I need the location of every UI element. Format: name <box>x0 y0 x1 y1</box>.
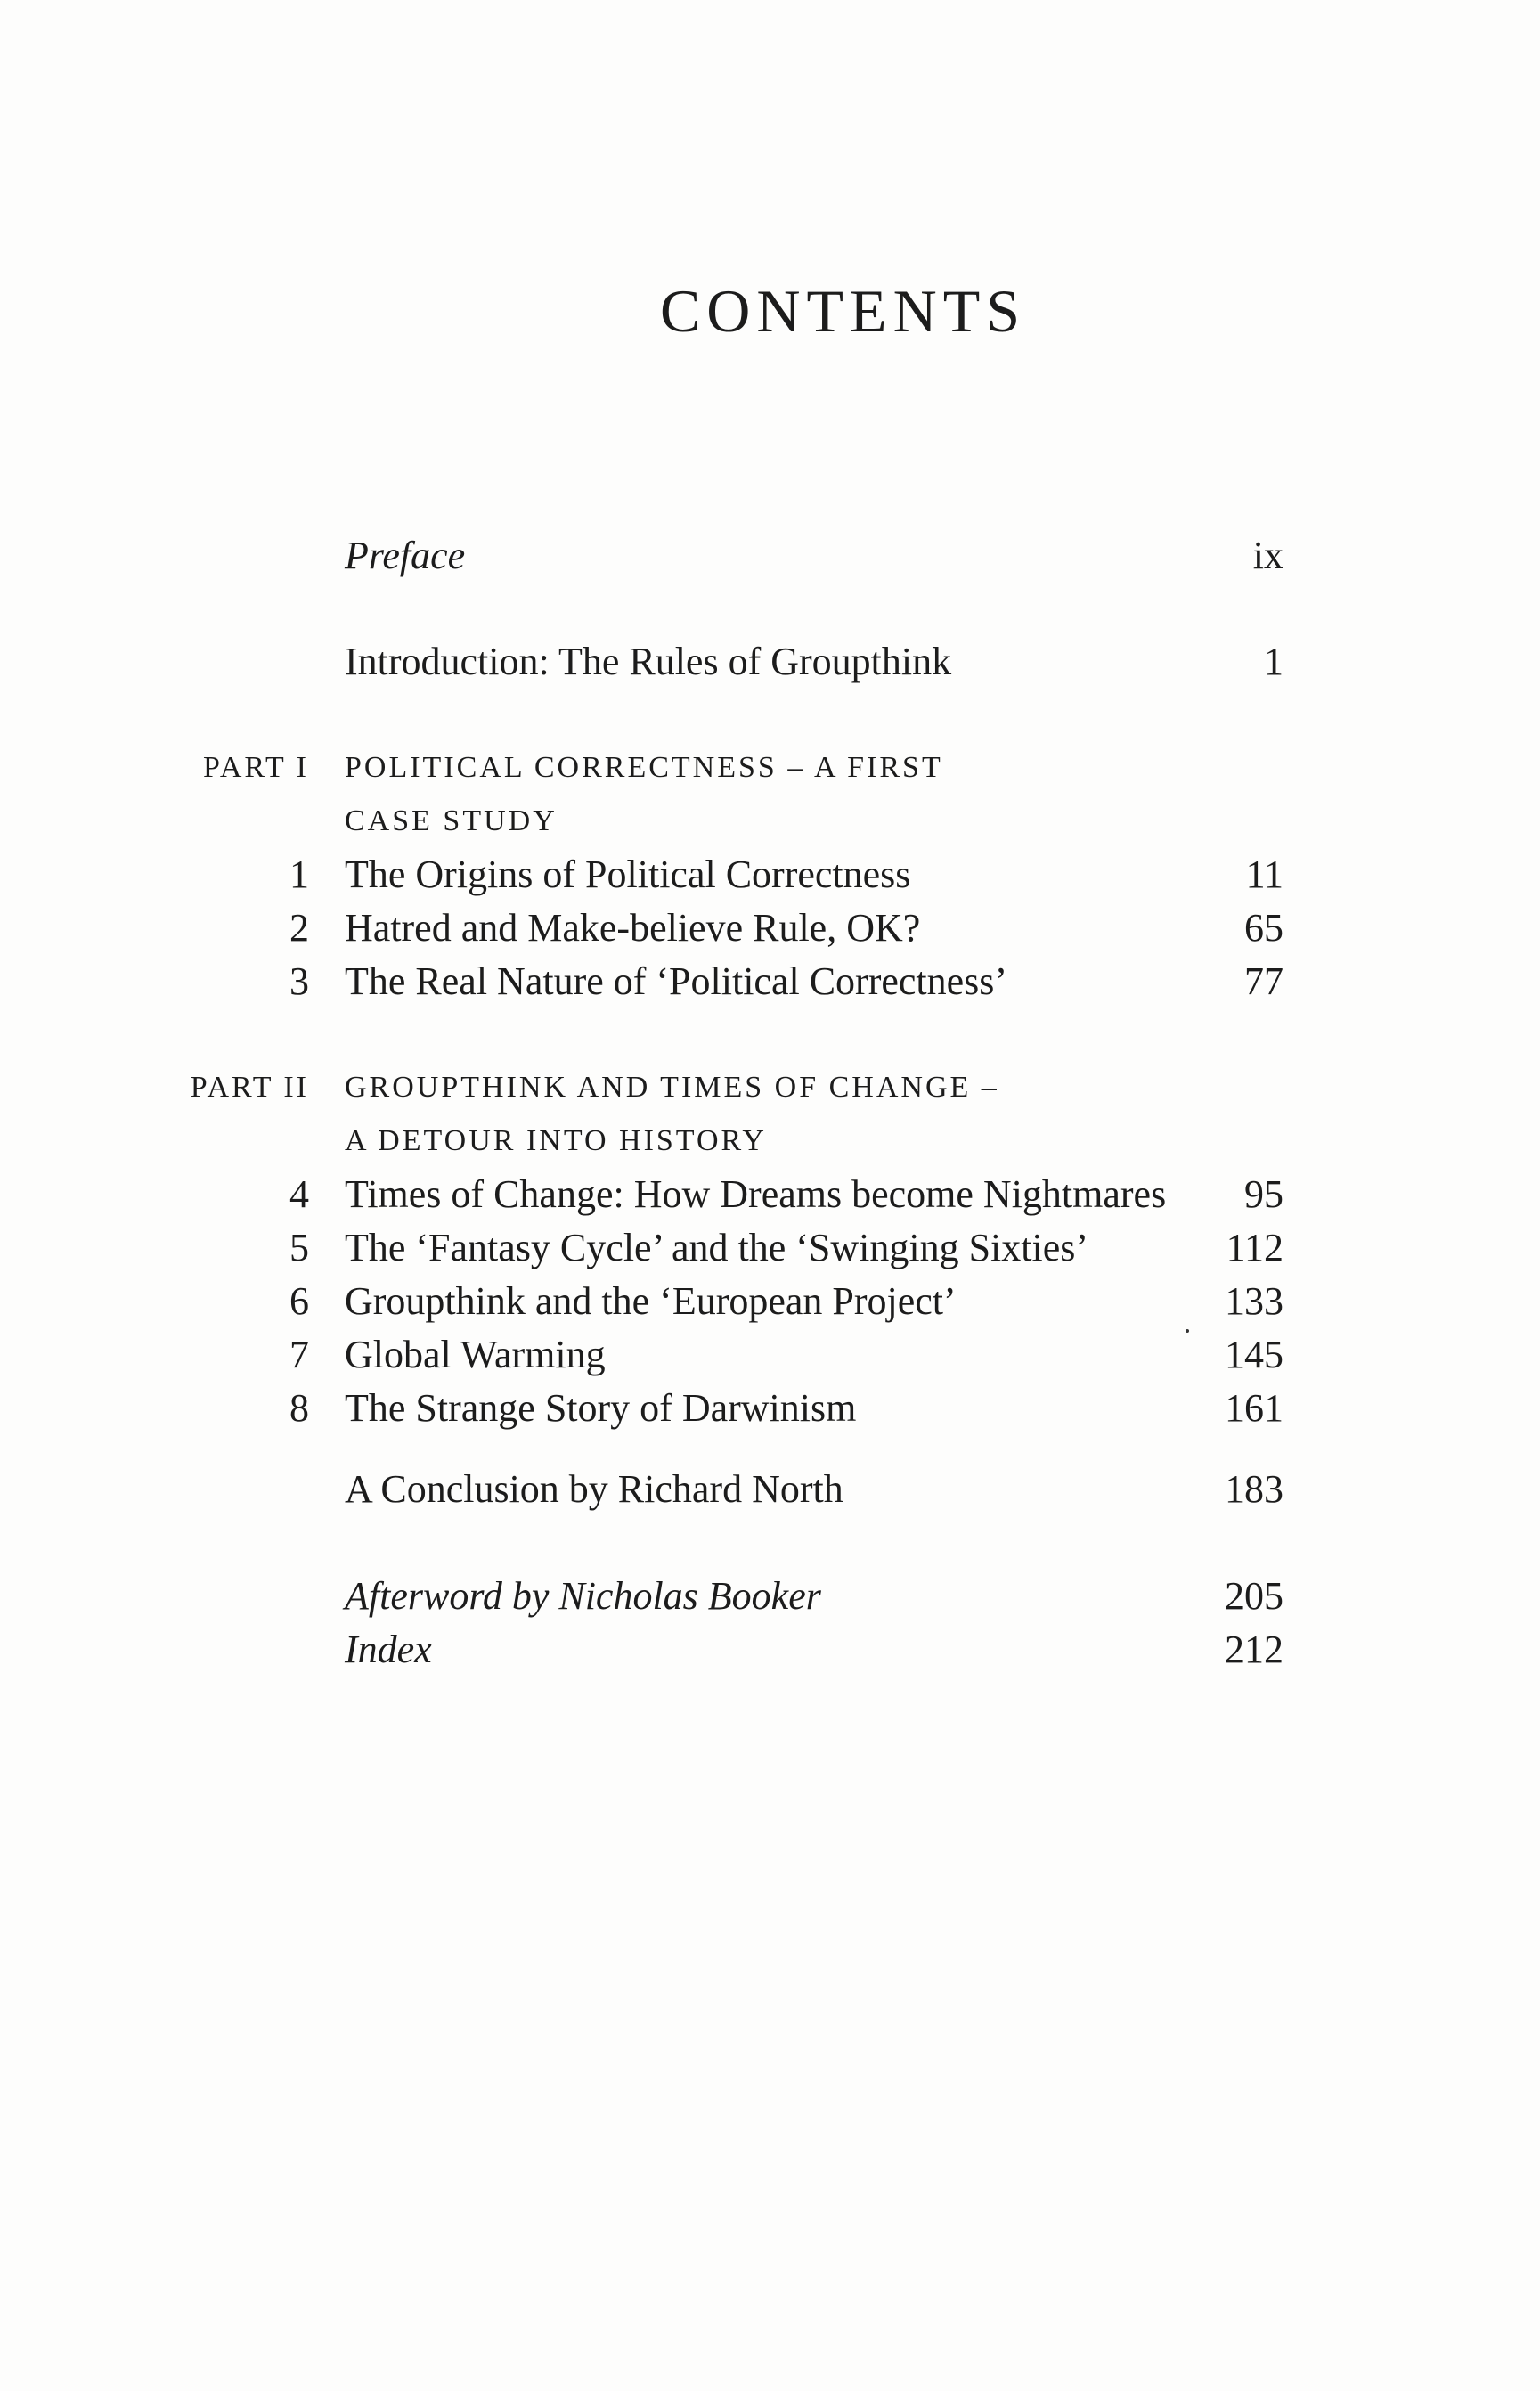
chapter-number: 7 <box>289 1333 309 1376</box>
chapter-number: 5 <box>289 1226 309 1269</box>
entry-title: Preface <box>345 534 466 577</box>
entry-title: Index <box>345 1628 432 1671</box>
entry-title: The ‘Fantasy Cycle’ and the ‘Swinging Sixties’ <box>345 1226 1089 1269</box>
entry-title: The Origins of Political Correctness <box>345 853 911 896</box>
entry-title: Hatred and Make-believe Rule, OK? <box>345 906 921 950</box>
part-title: POLITICAL CORRECTNESS – A FIRST <box>345 751 943 784</box>
part-label: PART I <box>203 751 309 784</box>
part-heading <box>0 1061 1540 1114</box>
chapter-number: 6 <box>289 1279 309 1323</box>
page-title: CONTENTS <box>659 277 1027 345</box>
part-title: A DETOUR INTO HISTORY <box>345 1124 767 1157</box>
entry-page: 77 <box>1244 959 1283 1003</box>
entry-title: A Conclusion by Richard North <box>345 1467 843 1511</box>
entry-page: 112 <box>1226 1226 1283 1269</box>
part-heading-continued <box>0 1114 1540 1168</box>
entry-page: 133 <box>1225 1279 1283 1323</box>
toc-entry-chapter[interactable] <box>0 955 1540 1008</box>
chapter-number: 3 <box>289 959 309 1003</box>
entry-page: 65 <box>1244 906 1283 950</box>
part-label: PART II <box>190 1071 309 1104</box>
entry-title: Global Warming <box>345 1333 606 1376</box>
entry-page: 1 <box>1264 640 1283 683</box>
entry-page: 145 <box>1225 1333 1283 1376</box>
entry-page: 212 <box>1225 1628 1283 1671</box>
chapter-number: 4 <box>289 1172 309 1216</box>
chapter-number: 2 <box>289 906 309 950</box>
entry-page: ix <box>1252 534 1283 577</box>
toc-entry-conclusion[interactable] <box>0 1463 1540 1516</box>
entry-page: 95 <box>1244 1172 1283 1216</box>
chapter-number: 1 <box>289 853 309 896</box>
scan-speck <box>1186 1329 1189 1333</box>
part-heading-continued <box>0 795 1540 848</box>
toc-entry-chapter[interactable] <box>0 848 1540 902</box>
entry-title: The Strange Story of Darwinism <box>345 1386 857 1430</box>
entry-page: 161 <box>1225 1386 1283 1430</box>
part-heading <box>0 741 1540 795</box>
entry-page: 183 <box>1225 1467 1283 1511</box>
entry-title: The Real Nature of ‘Political Correctness’ <box>345 959 1008 1003</box>
chapter-number: 8 <box>289 1386 309 1430</box>
entry-page: 11 <box>1245 853 1283 896</box>
part-title: CASE STUDY <box>345 804 558 837</box>
toc-entry-chapter[interactable] <box>0 1168 1540 1221</box>
entry-page: 205 <box>1225 1574 1283 1618</box>
entry-title: Afterword by Nicholas Booker <box>345 1574 821 1618</box>
toc-entry-chapter[interactable] <box>0 1382 1540 1435</box>
part-title: GROUPTHINK AND TIMES OF CHANGE – <box>345 1071 999 1104</box>
toc-entry-index[interactable] <box>0 1623 1540 1677</box>
toc-entry-chapter[interactable] <box>0 902 1540 955</box>
toc-entry-chapter[interactable] <box>0 1328 1540 1382</box>
entry-title: Times of Change: How Dreams become Nightmares <box>345 1172 1167 1216</box>
entry-title: Introduction: The Rules of Groupthink <box>345 640 952 683</box>
toc-entry-chapter[interactable] <box>0 1221 1540 1275</box>
toc-entry-chapter[interactable] <box>0 1275 1540 1328</box>
toc-entry-preface[interactable] <box>0 529 1540 583</box>
entry-title: Groupthink and the ‘European Project’ <box>345 1279 957 1323</box>
toc-entry-afterword[interactable] <box>0 1570 1540 1623</box>
toc-entry-introduction[interactable] <box>0 635 1540 689</box>
